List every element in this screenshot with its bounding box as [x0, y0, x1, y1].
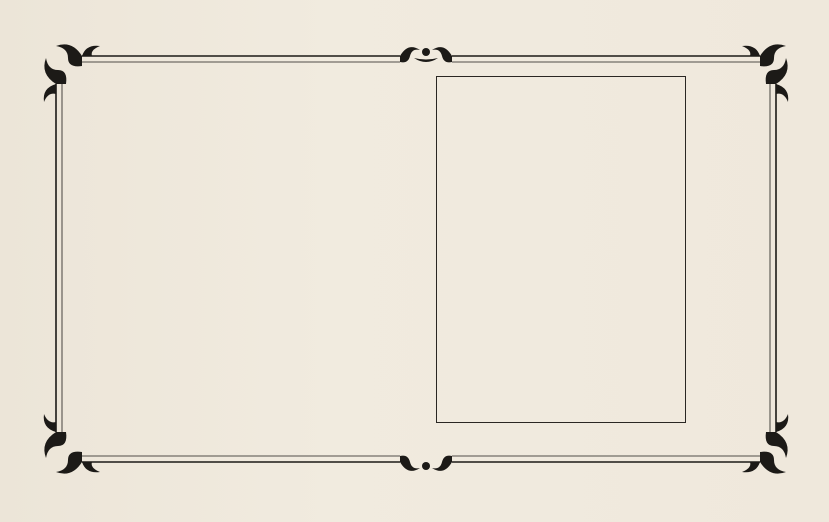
figure-frame: [436, 76, 686, 423]
